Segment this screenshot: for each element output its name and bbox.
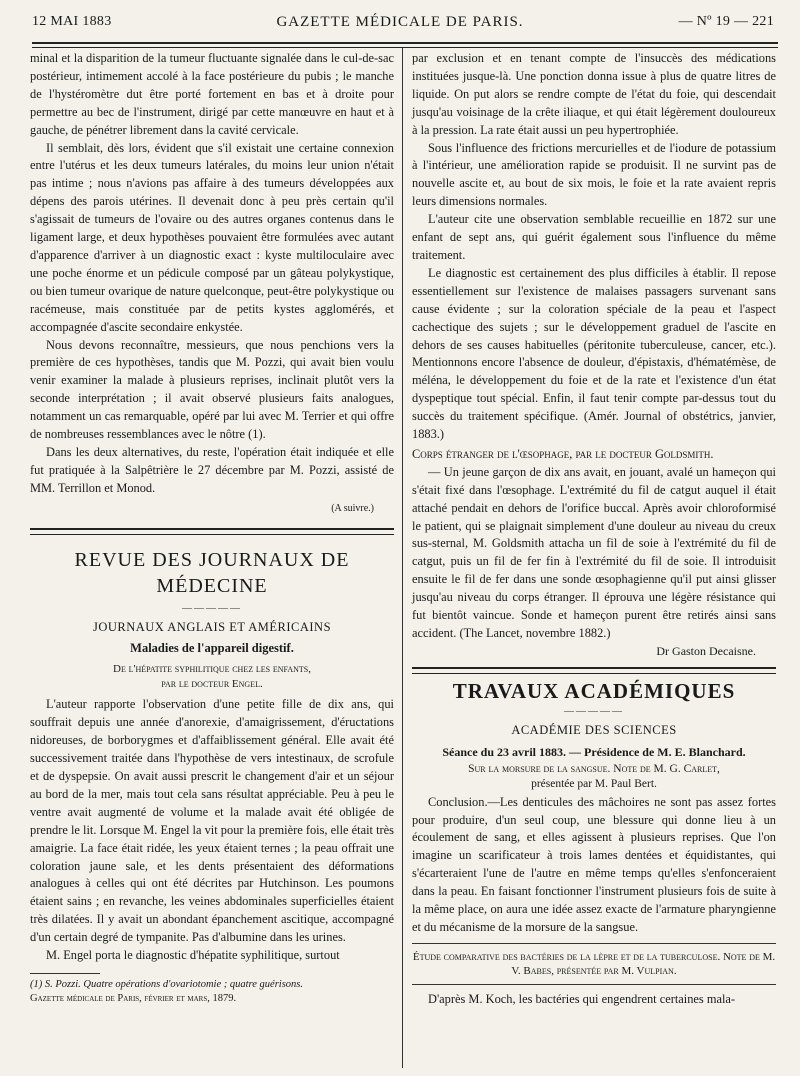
ornament-dash: —————: [182, 602, 242, 614]
issue-page-number: — Nº 19 — 221: [678, 14, 774, 29]
issue-date: 12 MAI 1883: [32, 14, 112, 29]
newspaper-page: [20, 0, 780, 1076]
ornament-dash: —————: [564, 705, 624, 717]
article-title: De l'hépatite syphilitique chez les enfants,: [113, 663, 311, 676]
footnote-line: (1) S. Pozzi. Quatre opérations d'ovariotomie ; quatre guérisons.: [30, 978, 303, 990]
column-divider: [402, 48, 403, 1068]
journal-title: GAZETTE MÉDICALE DE PARIS.: [276, 14, 524, 30]
footnote-rule: [30, 973, 100, 974]
paragraph: Il semblait, dès lors, évident que s'il existait une certaine connexion entre l'utérus et les deux tumeurs latérales, du moins leur union n'était pas intime ; nous n'avions pas affaire à des tumeurs développées aux dépens des parois utérines. Il devenait donc à peu près certain qu'il s'agissait de tumeurs de l'ovaire ou des autres organes contenus dans le ligament large, et deux hypothèses pouvaient être formulées avec autant d'apparence d'arriver à un diagnostic exact : kyste multiloculaire avec une poche énorme et un pédicule composé par un gâteau polykystique, ou bien tumeur ovarique de nature quelconque, peut-être polykystique ou racémeuse, mais constituée par de petits kystes agglomérés, et accompagnée d'ascite secondaire enkystée.: [30, 140, 394, 334]
paragraph: Conclusion.—Les denticules des mâchoires ne sont pas assez fortes pour produire, d'un seul coup, une blessure qui donne lieu à un écoulement de sang, et elles agissent à plusieurs reprises. Que l'on imagine un scarificateur à trois lames dentées et équidistantes, qui s'écarteraient l'une de l'autre en même temps qu'elles s'enfonceraient dans la peau. En faisant fonctionner l'instrument plusieurs fois de suite à la même place, on aura une idée assez exacte de l'armature pharyngienne et du mécanisme de la morsure de la sangsue.: [412, 794, 776, 934]
divider: [412, 943, 776, 944]
travaux-section-title: TRAVAUX ACADÉMIQUES: [452, 678, 736, 703]
note-title: Étude comparative des bactéries de la lèpre et de la tuberculose. Note de M. V. Babes, présentée par M. Vulpian.: [412, 950, 776, 977]
paragraph: D'après M. Koch, les bactéries qui engendrent certaines mala-: [428, 991, 736, 1006]
paragraph: minal et la disparition de la tumeur fluctuante signalée dans le cul-de-sac postérieur, intimement accolé à la face postérieure du pubis ; le manche de l'hystéromètre dut être porté fortement en bas et à droite pour permettre au bec de l'instrument, dirigé par cette manœuvre en haut et à gauche, de pénétrer librement dans la cavité cervicale.: [30, 51, 394, 137]
academie-heading: ACADÉMIE DES SCIENCES: [511, 722, 677, 737]
section-rule: [412, 667, 776, 674]
footnote: [30, 978, 394, 1006]
article-title: Corps étranger de l'œsophage, par le docteur Goldsmith.: [412, 446, 714, 461]
paragraph: par exclusion et en tenant compte de l'insuccès des médications instituées jusque-là. Une ponction donna issue à plus de quatre litres de liquide. On put alors se rendre compte de l'état du foie, qui descendait jusqu'au voisinage de la crête iliaque, et qui était légèrement douloureux à la pression. La rate était aussi un peu hypertrophiée.: [412, 51, 776, 137]
header-rule: [32, 42, 778, 48]
article-author: par le docteur Engel.: [161, 678, 263, 691]
right-column: [412, 50, 776, 1009]
paragraph: Sous l'influence des frictions mercurielles et de l'iodure de potassium à l'intérieur, une amélioration rapide se produisit. Il ne survint pas de nouvelle ascite et, au bout de six mois, le foie et la rate avaient repris leurs dimensions normales.: [412, 140, 776, 209]
rubric-heading: Maladies de l'appareil digestif.: [130, 641, 294, 656]
revue-subtitle: JOURNAUX ANGLAIS ET AMÉRICAINS: [92, 619, 332, 634]
paragraph: L'auteur rapporte l'observation d'une petite fille de dix ans, qui souffrait depuis une année d'anorexie, d'amaigrissement, d'éructations nidoreuses, de borborygmes et d'affaiblissement général. Elle avait été successivement traitée dans l'hypothèse de vers intestinaux, de scrofule et de dyspepsie. On avait aussi prescrit le changement d'air et un séjour au bord de la mer, mais tout cela sans résultat appréciable. Peu à peu le ventre avait augmenté de volume et la malade avait été obligée de prendre le lit. Lorsque M. Engel la vit pour la première fois, elle était très amaigrie. La face était ridée, les yeux étaient ternes ; la peau offrait une coloration jaune sale, et les dents présentaient des déformations analogues à celles qui ont été décrites par Hutchinson. Les poumons étaient sains ; en revanche, les veines abdominales superficielles étaient très dilatées. Il y avait un abondant épanchement ascitique, accompagné d'un certain degré de tympanite. Pas d'albumine dans les urines.: [30, 697, 394, 945]
to-be-continued: (A suivre.): [331, 502, 374, 514]
session-line: Séance du 23 avril 1883. — Présidence de M. E. Blanchard.: [442, 744, 746, 759]
note-title: Sur la morsure de la sangsue. Note de M. G. Carlet,: [468, 762, 720, 775]
paragraph: Nous devons reconnaître, messieurs, que nous penchions vers la première de ces hypothèses, tandis que M. Pozzi, qui avait bien voulu venir examiner la malade à plusieurs reprises, inclinait plutôt vers la seconde interprétation ; il avait observé plusieurs faits analogues, notamment un cas remarquable, opéré par lui avec M. Terrier et qui offre de nombreuses ressemblances avec le nôtre (1).: [30, 337, 394, 442]
paragraph: — Un jeune garçon de dix ans avait, en jouant, avalé un hameçon qui s'était fixé dans l'œsophage. L'extrémité du fil de catgut auquel il était attaché pendait en dehors de l'orifice buccal. Après avoir chloroformisé le patient, qui se plaignait simplement d'une douleur au niveau du creux sus-sternal, M. Goldsmith attacha un fil de soie à l'extrémité du fil de catgut, puis un fil de fer fin à l'extrémité du fil de soie. Il introduisit ensuite le fil de fer dans une sonde œsophagienne qu'il put ainsi glisser jusqu'au niveau du corps étranger. Il éprouva une légère résistance qui fut bientôt vaincue. Sonde et hameçon purent être retirés ainsi sans accident. (The Lancet, novembre 1882.): [412, 464, 776, 640]
paragraph: M. Engel porta le diagnostic d'hépatite syphilitique, surtout: [46, 948, 340, 963]
left-column: [30, 50, 394, 1006]
divider: [412, 984, 776, 985]
running-header: [20, 12, 780, 38]
footnote-line: Gazette médicale de Paris, février et mars, 1879.: [30, 992, 237, 1004]
paragraph: Dans les deux alternatives, du reste, l'opération était indiquée et elle fut pratiquée à la Salpêtrière le 27 décembre par M. Pozzi, assisté de MM. Terrillon et Monod.: [30, 444, 394, 495]
paragraph: L'auteur cite une observation semblable recueillie en 1872 sur une enfant de sept ans, qui guérit également sous l'influence du même traitement.: [412, 212, 776, 262]
signature: Dr Gaston Decaisne.: [656, 643, 756, 658]
note-presenter: présentée par M. Paul Bert.: [531, 777, 657, 790]
paragraph: Le diagnostic est certainement des plus difficiles à établir. Il repose essentiellement sur l'existence de malaises passagers survenant sans cause évidente ; sur la coloration spéciale de la peau et l'aspect cachectique des sujets ; sur le développement graduel de l'ascite en dehors de ses causes habituelles (péritonite tuberculeuse, cancer, etc.). Mentionnons encore l'absence de douleur, d'épistaxis, d'hématémèse, de méléna, le développement du foie et de la rate et l'existence d'un état dyspeptique tout spécial. Enfin, il faut tenir compte par-dessus tout du succès du traitement spécifique. (Amér. Journal of obstétrics, janvier, 1883.): [412, 265, 776, 442]
revue-section-title: REVUE DES JOURNAUX DE MÉDECINE: [74, 548, 350, 597]
section-rule: [30, 528, 394, 535]
